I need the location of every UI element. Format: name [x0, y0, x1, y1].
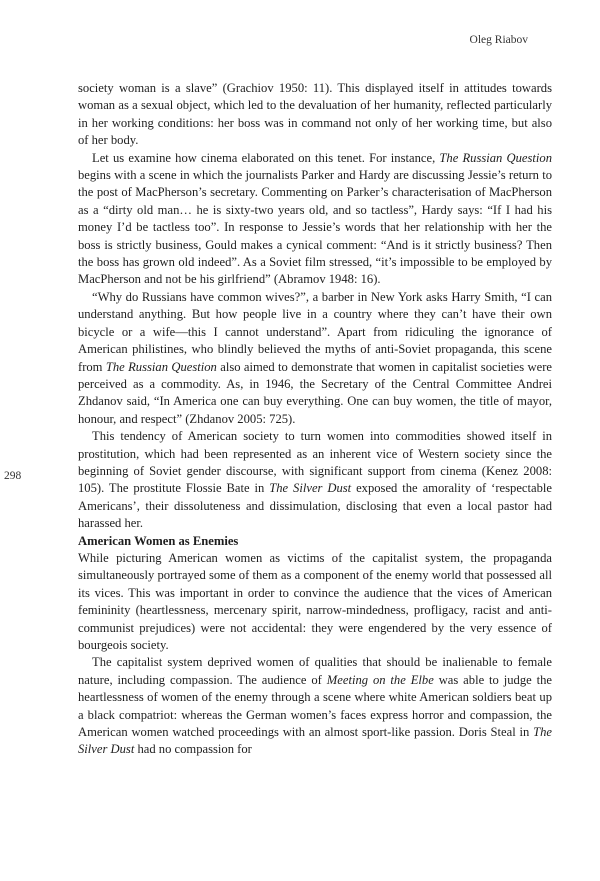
- text-segment: While picturing American women as victims of the capitalist system, the propaganda simultaneously portrayed some of them as a component of the enemy world that possessed all its vices. This was important in order to convince the audience that the vices of American femininity (heartlessness, mercenary spirit, narrow-mindedness, profligacy, racist and anti-communist prejudices) were not accidental: they were engendered by the very essence of bourgeois society.: [78, 550, 552, 652]
- text-segment: This tendency of American society to turn women into commodities showed itself in prostitution, which had been represented as an inherent vice of Western society since the beginning of Soviet gender discourse, with significant support from cinema (Kenez 2008: 105). The prostitute Flossie Bate in: [78, 429, 552, 496]
- text-segment: society woman is a slave” (Grachiov 1950: 11). This displayed itself in attitudes towards woman as a sexual object, which led to the devaluation of her humanity, reflected particularly in her working conditions: her boss was in command not only of her working time, but also of her body.: [78, 81, 552, 148]
- film-title: Meeting on the Elbe: [326, 672, 434, 687]
- paragraph: [78, 289, 552, 428]
- paragraph: [78, 654, 552, 758]
- text-segment: “Why do Russians have common wives?”, a barber in New York asks Harry Smith, “I can understand anything. But how people live in a country where they can’t have their own bicycle or a wife—this I cannot understand”. Apart from ridiculing the ignorance of American philistines, who blindly believed the myths of anti-Soviet propaganda, this scene from: [78, 289, 552, 374]
- section-heading: American Women as Enemies: [78, 533, 239, 548]
- page-number: 298: [4, 470, 22, 482]
- paragraph: [78, 150, 552, 289]
- text-segment: had no compassion for: [134, 742, 252, 757]
- text-segment: Let us examine how cinema elaborated on this tenet. For instance,: [92, 150, 440, 165]
- film-title: The Russian Question: [439, 150, 553, 165]
- text-segment: The capitalist system deprived women of qualities that should be inalienable to female nature, including compassion. The audience of: [78, 655, 552, 687]
- paragraph: [78, 550, 552, 654]
- running-head: Oleg Riabov: [469, 34, 528, 46]
- section-paragraph-group: [78, 550, 552, 759]
- text-segment: was able to judge the heartlessness of women of the enemy through a scene where white American soldiers beat up a black compatriot: whereas the German women’s faces express horror and compassion, the American women watched proceedings with an almost sport-like passion. Doris Steal in: [78, 672, 553, 740]
- film-title: The Silver Dust: [78, 725, 552, 757]
- paragraph: [78, 80, 552, 150]
- body-text: [78, 80, 552, 759]
- text-segment: exposed the amorality of ‘respectable Americans’, their dissoluteness and dissimulation, disclosing that even a local pastor had harassed her.: [78, 481, 552, 531]
- text-segment: also aimed to demonstrate that women in capitalist societies were perceived as a commodity. As, in 1946, the Secretary of the Central Committee Andrei Zhdanov said, “In America one can buy everything. One can buy women, the title of mayor, honour, and respect” (Zhdanov 2005: 725).: [78, 359, 553, 426]
- text-segment: begins with a scene in which the journalists Parker and Hardy are discussing Jessie’s return to the post of MacPherson’s secretary. Commenting on Parker’s characterisation of MacPherson as a “dirty old man… he is sixty-two years old, and so tactless”, Hardy says: “If I had his money I’d be tactless too”. In response to Jessie’s words that her relationship with her the boss is strictly business, Gould makes a cynical comment: “And is it strictly business? Then the boss has grown old indeed”. As a Soviet film stressed, “it’s impossible to be employed by MacPherson and not be his girlfriend” (Abramov 1948: 16).: [78, 168, 552, 287]
- paragraph: [78, 428, 552, 532]
- film-title: The Silver Dust: [269, 481, 352, 496]
- film-title: The Russian Question: [105, 359, 217, 374]
- paragraph-group: [78, 80, 552, 533]
